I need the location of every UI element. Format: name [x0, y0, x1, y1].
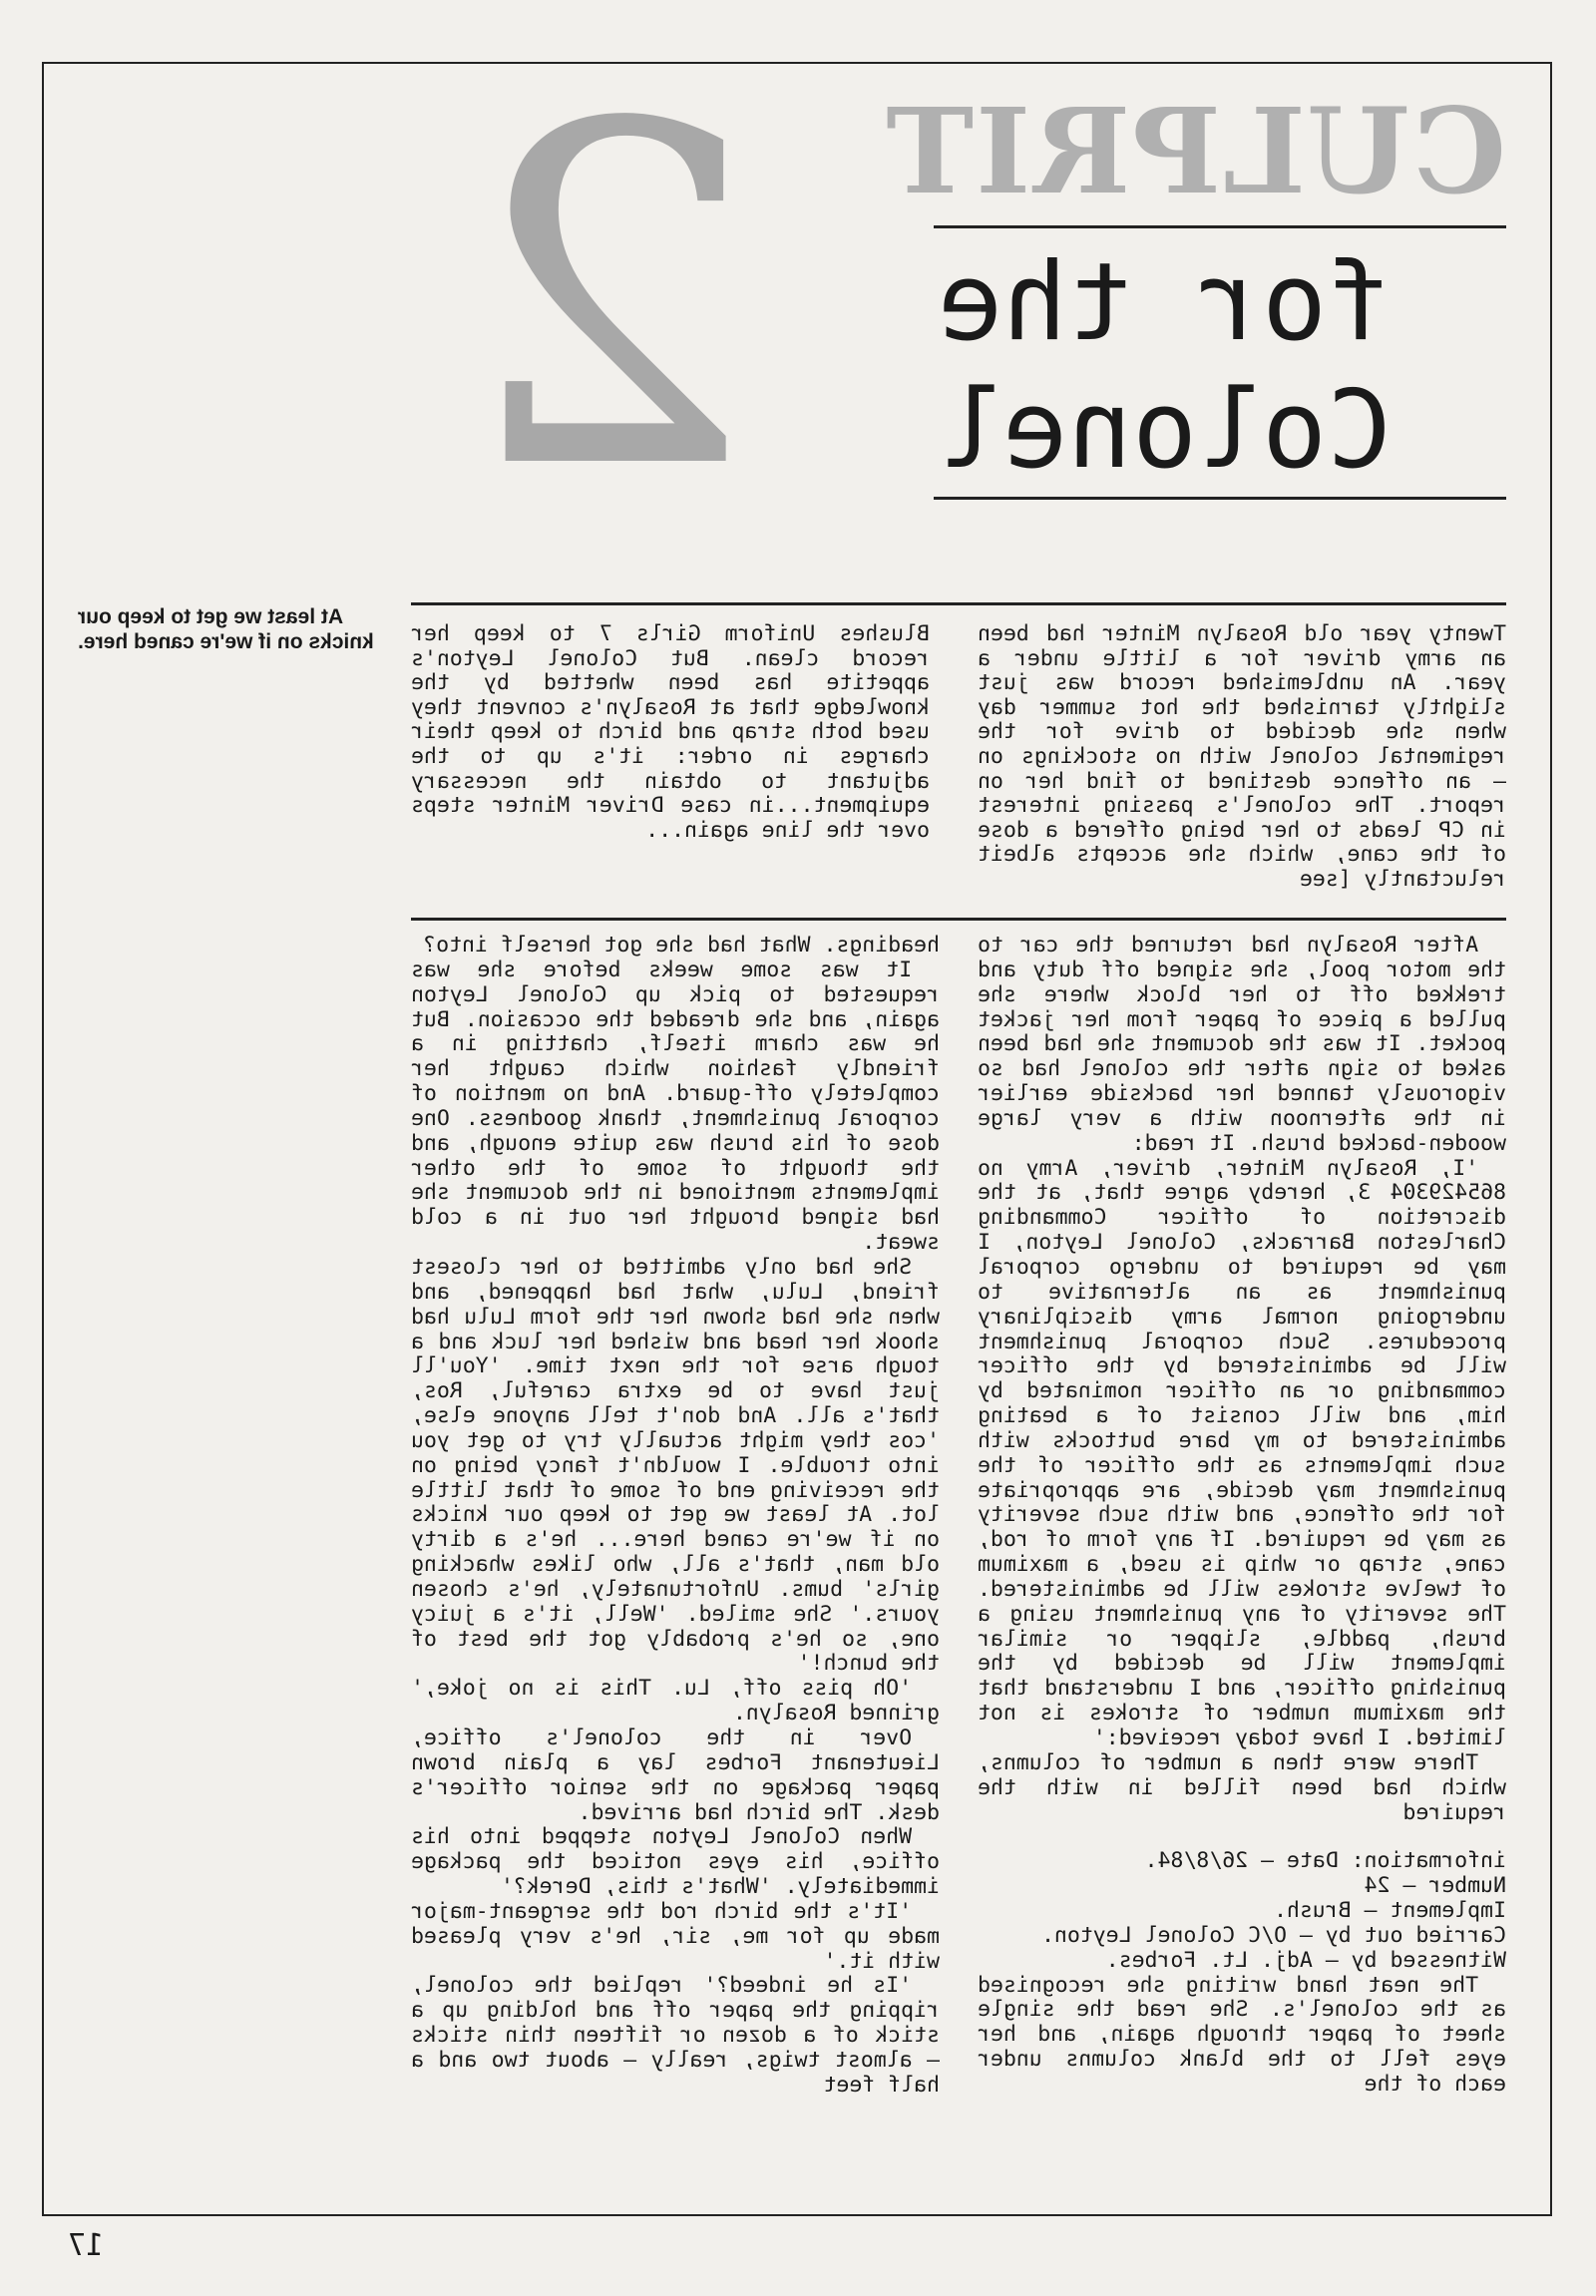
kicker-title: CULPRIT — [884, 82, 1506, 220]
paragraph: After Rosalyn had returned the car to the motor pool, she signed off duty and trekked off to her block where she pulled a piece of paper from her jacket pocket. It was the document she had been asked to sign after the colonel had so vigorously tanned her backside earlier in the afternoon with a very large wooden-backed brush. It read: — [978, 933, 1506, 1156]
page-title — [938, 239, 1506, 499]
intro-column-right — [978, 622, 1506, 893]
title-line-2: Colonel — [938, 368, 1393, 493]
form-line: Number — 24 — [1364, 1873, 1506, 1899]
intro-column-left — [411, 622, 930, 843]
paragraph: The neat hand writing she recognised as the colonel's. She read the single sheet of paper through again, and her eyes fell to the blank columns under each of the — [978, 1972, 1506, 2097]
paragraph: 'Is he indeed?' replied the colonel, ripping the paper off and holding up a stick of a dozen or fifteen thin sticks — almost twigs, really — about two and a half feet — [411, 1973, 940, 2098]
body-rule — [411, 918, 1506, 921]
title-rule-top — [934, 225, 1506, 228]
paragraph: 'I, Rosalyn Minter, driver, Army no 865429304 3, hereby agree that, at the discretion of officer Commanding Charleston Barracks, Colonel Leyton, I may be required to undergo corporal punishment as an alternative to undergoing normal army disciplinary procedures. Such corporal punishment will be administered by the officer commanding or an officer nominated by him, and will consist of a beating administered to my bare buttocks with such implements as the officer of the punishment may decide, are appropriate for the offence, and with such severity as may be required. If any form of rod, cane, strap or whip is used, a maximum of twelve strokes will be administered. The severity of any punishment using a brush, paddle, slipper or similar implement will be decided by the punishing officer, and I understand that the maximum number of strokes is not limited. I have today received:' — [978, 1155, 1506, 1750]
paragraph: There were then a number of columns, which had been filled in with the required — [978, 1749, 1506, 1825]
body-column-left — [411, 934, 940, 2099]
paragraph: When Colonel Leyton stepped into his office, his eyes noticed the package immediately. 'What's this, Derek?' — [411, 1824, 940, 1900]
form-line: Witnessed by — Adj. Lt. Forbes. — [1105, 1947, 1506, 1973]
title-line-1: for the — [938, 240, 1393, 365]
form-line: Implement — Brush. — [1274, 1898, 1506, 1924]
paragraph: headings. What had she got herself into? — [423, 933, 940, 957]
body-column-right — [978, 934, 1506, 2098]
paragraph: She had only admitted to her closest friend, Lulu, what had happened, and when she had shown her the form Lulu had shook her head and wished her luck and a tough arse for the next time. 'You'll just have to be extra careful, Ros, that's all. And don't tell anyone else, 'cos they might actually try to get you into trouble. I wouldn't fancy being on the receiving end of some of that little lot. At least we get to keep our knicks on if we're caned here... he's a dirty old man, that's all, who likes whacking girls' bums. Unfortunately, he's chosen yours.' She smiled. 'Well, it's a juicy one, so he's probably got the best of the bunch!' — [411, 1254, 940, 1677]
pull-quote: At least we get to keep our knicks on if we're caned here. — [78, 605, 374, 653]
paragraph: Over in the colonel's office, Lieutenant Forbes lay a plain brown paper package on the senior officer's desk. The birch had arrived. — [411, 1725, 940, 1825]
intro-paragraph: Blushes Uniform Girls 7 to keep her record clean. But Colonel Leyton's appetite has been whetted by the knowledge that at Rosalyn's convent they used both strap and birch to keep their charges in order: it's up to the adjutant to obtain the necessary equipment...in case Driver Minter steps over the line again... — [411, 621, 930, 843]
paragraph: It was some weeks before she was requested to pick up Colonel Leyton again, and she dreaded the occasion. But he was charm itself, chatting in a friendly fashion which caught her completely off-guard. And no mention of corporal punishment, thank goodness. One dose of his brush was quite enough, and the thought of some of the other implements mentioned in the document she had signed brought her out in a cold sweat. — [411, 957, 940, 1256]
form-line: Carried out by — O/C Colonel Leyton. — [1041, 1922, 1506, 1948]
title-rule-bottom — [934, 497, 1506, 500]
page-number: 17 — [67, 2228, 104, 2263]
paragraph: 'It's the birch rod the sergeant-major made up for me, sir, he's very pleased with it.' — [411, 1898, 940, 1974]
paragraph: 'Oh piss off, Lu. This is no joke,' grinned Rosalyn. — [411, 1676, 940, 1726]
decorative-numeral: 2 — [459, 26, 758, 572]
intro-rule — [411, 602, 1506, 605]
intro-paragraph: Twenty year old Rosalyn Minter had been an army driver for a little under a year. An unblemished record was just slightly tarnished the hot summer day when she decided to drive for the regimental colonel with no stockings on — an offence destined to find her on report. The colonel's passing interest in CP leads to her being offered a dose of the cane, which she accepts albeit reluctantly [see — [978, 621, 1506, 892]
form-line: information: Date — 26/8/84. — [1144, 1848, 1506, 1874]
